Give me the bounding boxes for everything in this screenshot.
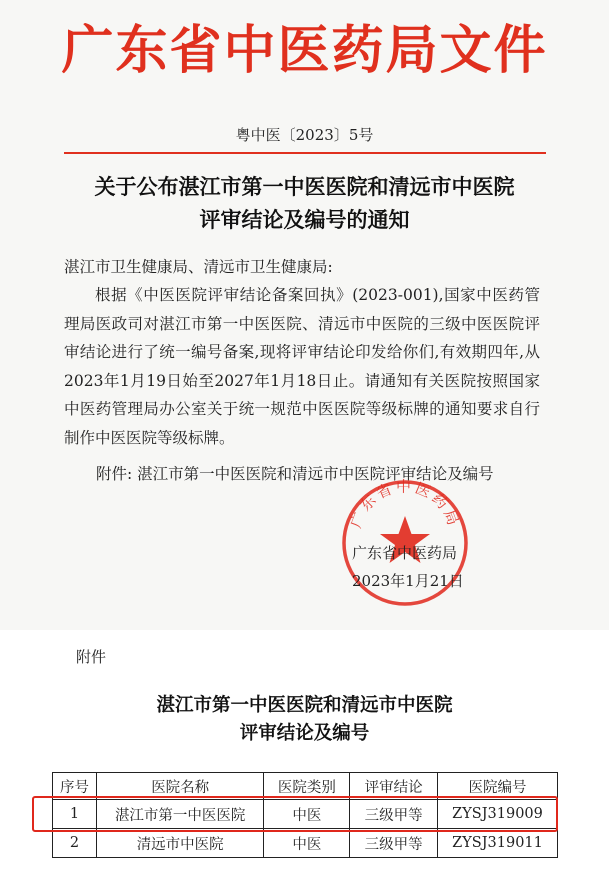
evaluation-results-table	[52, 772, 558, 858]
red-divider-line	[64, 152, 546, 154]
document-page-2	[0, 630, 609, 882]
cell-evaluation-result: 三级甲等	[350, 800, 438, 829]
table-header-row	[53, 773, 558, 800]
issue-date: 2023年1月21日	[352, 572, 464, 590]
notice-paragraph: 根据《中医医院评审结论备案回执》(2023-001),国家中医药管理局医政司对湛江市第一中医医院、清远市中医院的三级中医医院评审结论进行了统一编号备案,现将评审结论印发给你们,有效期四年,从2023年1月19日始至2027年1月18日止。请通知有关医院按照国家中医药管理局办公室关于统一规范中医医院等级标牌的通知要求自行制作中医医院等级标牌。	[64, 286, 540, 447]
document-number: 粤中医〔2023〕5号	[235, 126, 374, 144]
issuer-name: 广东省中医药局	[352, 544, 458, 562]
table-title-line-1: 湛江市第一中医医院和清远市中医院	[156, 695, 453, 716]
cell-hospital-category: 中医	[264, 829, 350, 858]
cell-index: 1	[53, 800, 97, 829]
cell-evaluation-result: 三级甲等	[350, 829, 438, 858]
cell-index: 2	[53, 829, 97, 858]
table-title	[0, 692, 609, 748]
cell-hospital-category: 中医	[264, 800, 350, 829]
addressee: 湛江市卫生健康局、清远市卫生健康局:	[64, 258, 333, 276]
header-evaluation-result: 评审结论	[350, 773, 438, 800]
attachment-note: 附件: 湛江市第一中医医院和清远市中医院评审结论及编号	[96, 465, 494, 483]
cell-hospital-code: ZYSJ319011	[438, 829, 558, 858]
notice-title-line-2: 评审结论及编号的通知	[199, 207, 410, 232]
table-row	[53, 800, 558, 829]
document-header-title: 广东省中医药局文件	[61, 21, 548, 81]
attachment-label: 附件	[76, 648, 107, 666]
cell-hospital-code: ZYSJ319009	[438, 800, 558, 829]
table-title-line-2: 评审结论及编号	[239, 723, 370, 744]
notice-title	[40, 170, 569, 236]
notice-title-line-1: 关于公布湛江市第一中医医院和清远市中医院	[94, 174, 515, 199]
header-hospital-code: 医院编号	[438, 773, 558, 800]
cell-hospital-name: 湛江市第一中医医院	[96, 800, 264, 829]
header-hospital-category: 医院类别	[264, 773, 350, 800]
header-index: 序号	[53, 773, 97, 800]
seal-text: 广东省中医药局	[346, 478, 464, 531]
table-row	[53, 829, 558, 858]
cell-hospital-name: 清远市中医院	[96, 829, 264, 858]
header-hospital-name: 医院名称	[96, 773, 264, 800]
